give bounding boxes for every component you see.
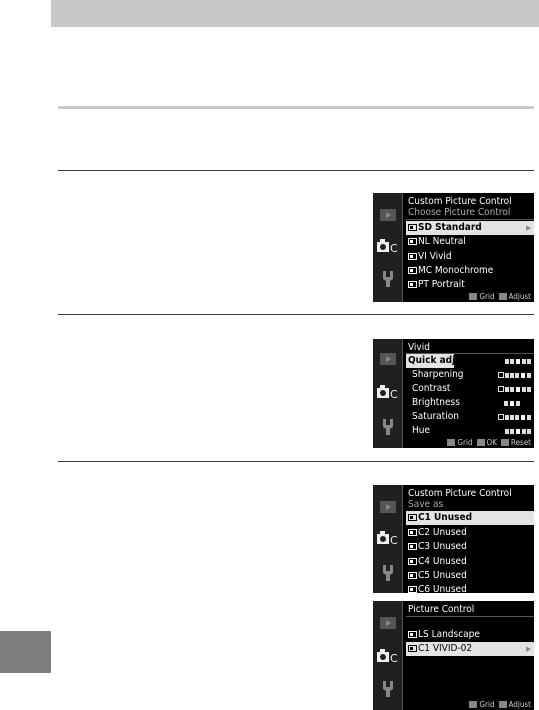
menu-item-sharpening[interactable]: Sharpening (412, 369, 464, 380)
menu-rail (373, 485, 403, 593)
menu-item[interactable]: LS Landscape (406, 628, 534, 642)
grid-key-icon (447, 439, 455, 446)
menu-item-label: VI Vivid (418, 251, 452, 262)
menu-item[interactable] (406, 250, 534, 264)
menu-item[interactable] (406, 235, 534, 249)
screen-title: Picture Control (408, 604, 475, 615)
quick-adjust-slider[interactable] (481, 357, 531, 365)
menu-item-contrast[interactable]: Contrast (412, 383, 451, 394)
menu-item-brightness[interactable]: Brightness (412, 397, 460, 408)
menu-separator (406, 219, 534, 220)
menu-item[interactable] (406, 221, 534, 235)
picture-control-icon (408, 224, 417, 231)
hue-slider[interactable] (481, 427, 531, 435)
menu-item[interactable] (406, 278, 534, 292)
menu-item[interactable]: C3 Unused (406, 540, 534, 554)
sharpening-slider[interactable] (481, 371, 531, 379)
picture-control-icon (408, 281, 417, 288)
screen-title: Vivid (408, 342, 430, 353)
reset-key-icon (501, 439, 509, 446)
menu-item[interactable]: C5 Unused (406, 569, 534, 583)
playback-menu-icon[interactable] (373, 501, 403, 513)
menu-item[interactable]: C2 Unused (406, 526, 534, 540)
menu-item-label: SD Standard (418, 222, 482, 233)
screen-subtitle: Save as (408, 499, 444, 510)
screen-footer: Grid Adjust (465, 292, 531, 301)
playback-menu-icon[interactable] (373, 617, 403, 629)
picture-control-icon (408, 514, 417, 521)
camera-screen-choose-picture-control (373, 193, 534, 302)
menu-separator (406, 616, 534, 617)
picture-control-icon (408, 543, 417, 550)
section-divider (58, 106, 534, 109)
menu-item[interactable] (406, 264, 534, 278)
adjust-key-icon (499, 293, 507, 300)
setup-menu-icon[interactable] (373, 681, 403, 697)
camera-screen-save-as (373, 485, 534, 593)
arrow-right-icon: ▶ (526, 645, 531, 653)
screen-title: Custom Picture Control (408, 196, 512, 207)
playback-menu-icon[interactable] (373, 353, 403, 365)
picture-control-icon (408, 267, 417, 274)
picture-control-icon (408, 572, 417, 579)
screen-subtitle: Choose Picture Control (408, 207, 511, 218)
step-divider (58, 170, 534, 171)
header-bar (51, 0, 539, 27)
menu-item-quick-adjust[interactable]: Quick adjust (408, 355, 472, 366)
shooting-menu-icon[interactable] (373, 531, 403, 545)
setup-menu-icon[interactable] (373, 565, 403, 581)
setup-menu-icon[interactable] (373, 419, 403, 435)
screen-footer: Grid OK Reset (443, 438, 531, 447)
menu-rail (373, 339, 403, 448)
saturation-slider[interactable] (481, 413, 531, 421)
adjust-key-icon (499, 701, 507, 708)
menu-item[interactable]: C1 Unused (406, 511, 534, 525)
menu-item[interactable]: C4 Unused (406, 555, 534, 569)
svg-text:C: C (390, 534, 398, 545)
shooting-menu-icon[interactable] (373, 649, 403, 663)
menu-item-label: NL Neutral (418, 236, 466, 247)
svg-text:C: C (390, 242, 398, 253)
chapter-tab (0, 631, 51, 673)
picture-control-icon (408, 645, 417, 652)
menu-item-label: MC Monochrome (418, 265, 494, 276)
menu-item-hue[interactable]: Hue (412, 425, 431, 436)
picture-control-icon (408, 238, 417, 245)
step-divider (58, 314, 534, 315)
picture-control-icon (408, 529, 417, 536)
picture-control-icon (408, 586, 417, 593)
shooting-menu-icon[interactable] (373, 385, 403, 399)
menu-item-saturation[interactable]: Saturation (412, 411, 459, 422)
grid-key-icon (469, 701, 477, 708)
picture-control-icon (408, 558, 417, 565)
svg-text:C: C (390, 388, 398, 399)
screen-footer: Grid Adjust (465, 700, 531, 709)
camera-screen-vivid-adjust (373, 339, 534, 448)
screen-title: Custom Picture Control (408, 488, 512, 499)
menu-rail (373, 601, 403, 710)
svg-text:C: C (390, 652, 398, 663)
step-divider (58, 461, 534, 462)
setup-menu-icon[interactable] (373, 271, 403, 287)
menu-rail (373, 193, 403, 302)
shooting-menu-icon[interactable] (373, 239, 403, 253)
menu-item[interactable]: C1 VIVID-02 ▶ (406, 642, 534, 656)
menu-item[interactable]: C6 Unused (406, 583, 534, 593)
playback-menu-icon[interactable] (373, 209, 403, 221)
arrow-right-icon: ▶ (526, 224, 531, 232)
brightness-slider[interactable] (500, 399, 520, 407)
grid-key-icon (469, 293, 477, 300)
picture-control-icon (408, 253, 417, 260)
camera-screen-picture-control (373, 601, 534, 710)
contrast-slider[interactable] (481, 385, 531, 393)
picture-control-icon (408, 631, 417, 638)
ok-key-icon (477, 439, 485, 446)
menu-item-label: PT Portrait (418, 279, 465, 290)
